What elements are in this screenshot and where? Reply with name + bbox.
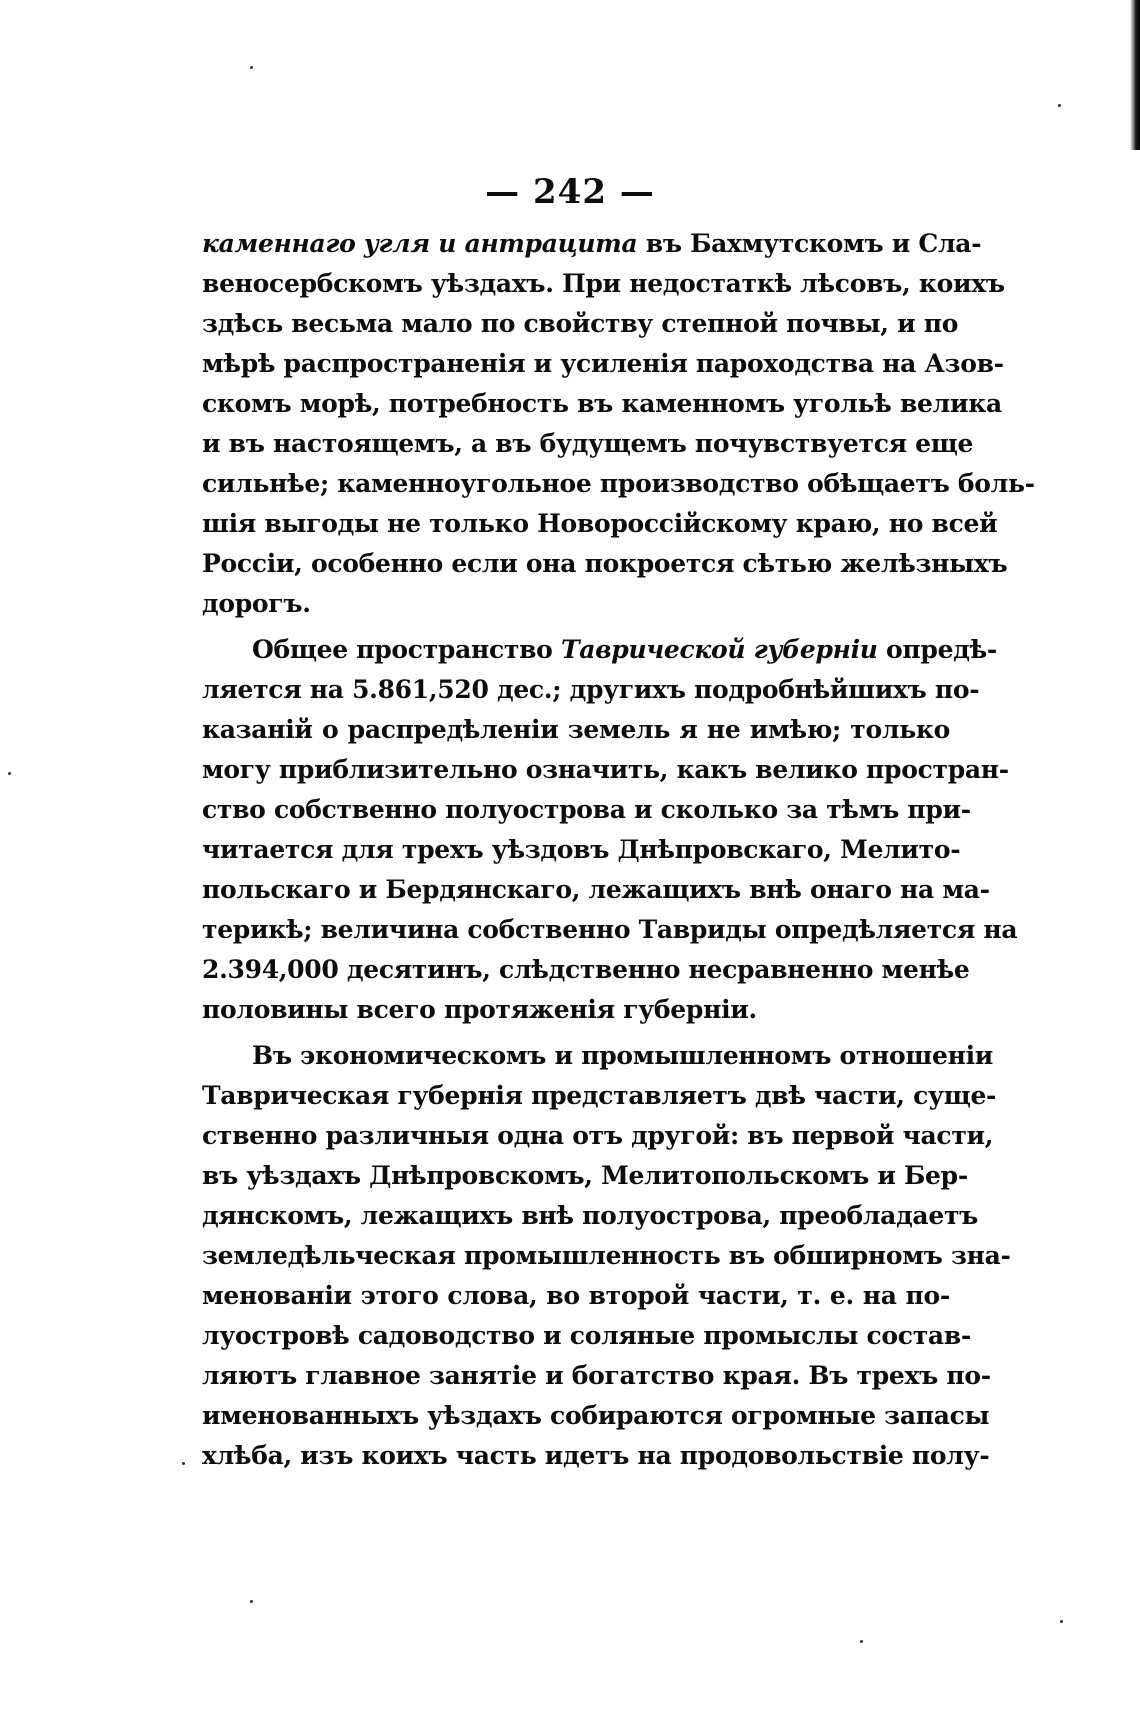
- text-line: [202, 1396, 990, 1436]
- text-segment: и въ настоящемъ, а въ будущемъ почувствуется еще: [202, 429, 974, 458]
- text-line: [202, 504, 998, 544]
- scan-speck: [1058, 104, 1061, 107]
- text-segment: ляется на 5.861,520 дес.; другихъ подробнѣйшихъ по-: [202, 675, 980, 704]
- text-segment: веносербскомъ уѣздахъ. При недостаткѣ лѣсовъ, коихъ: [202, 269, 1005, 298]
- text-segment: сильнѣе; каменноугольное производство обѣщаетъ боль-: [202, 469, 1035, 498]
- text-line: [202, 830, 961, 870]
- text-line: [202, 464, 1035, 504]
- text-segment: Россіи, особенно если она покроется сѣтью желѣзныхъ: [202, 549, 1008, 578]
- text-segment: опредѣ-: [877, 635, 997, 664]
- text-line: [202, 1116, 994, 1156]
- text-segment: читается для трехъ уѣздовъ Днѣпровскаго, Мелито-: [202, 835, 961, 864]
- text-line: [202, 264, 1005, 304]
- text-segment: Въ экономическомъ и промышленномъ отношеніи: [252, 1041, 994, 1070]
- text-segment: казаній о распредѣленіи земель я не имѣю; только: [202, 715, 950, 744]
- page-edge-shadow: [1130, 0, 1140, 150]
- text-segment: терикѣ; величина собственно Тавриды опредѣляется на: [202, 915, 1018, 944]
- text-line: [202, 1196, 979, 1236]
- paragraph: [202, 1036, 1011, 1476]
- paragraph: [202, 630, 1018, 1030]
- text-segment: именованныхъ уѣздахъ собираются огромные запасы: [202, 1401, 990, 1430]
- body-text: [202, 224, 1035, 1476]
- text-line: [202, 1236, 1011, 1276]
- text-line: [202, 544, 1008, 584]
- scan-speck: [250, 66, 253, 69]
- text-segment: ство собственно полуострова и сколько за тѣмъ при-: [202, 795, 971, 824]
- italic-text: каменнаго угля и антрацита: [202, 229, 638, 258]
- text-segment: 2.394,000 десятинъ, слѣдственно несравненно менѣе: [202, 955, 970, 984]
- text-line: [202, 584, 950, 624]
- scan-speck: [8, 772, 11, 775]
- text-segment: хлѣба, изъ коихъ часть идетъ на продовольствіе полу-: [202, 1441, 990, 1470]
- text-segment: въ уѣздахъ Днѣпровскомъ, Мелитопольскомъ и Бер-: [202, 1161, 968, 1190]
- page-number: — 242 —: [485, 172, 655, 212]
- text-segment: мѣрѣ распространенія и усиленія пароходства на Азов-: [202, 349, 1004, 378]
- text-segment: здѣсь весьма мало по свойству степной почвы, и по: [202, 309, 959, 338]
- paragraph: [202, 224, 1035, 624]
- scan-speck: [860, 1640, 863, 1643]
- scan-speck: [182, 1462, 185, 1465]
- text-segment: Таврическая губернія представляетъ двѣ части, суще-: [202, 1081, 997, 1110]
- text-segment: земледѣльческая промышленность въ обширномъ зна-: [202, 1241, 1011, 1270]
- text-line: [202, 304, 959, 344]
- text-segment: ственно различныя одна отъ другой: въ первой части,: [202, 1121, 994, 1150]
- text-segment: луостровѣ садоводство и соляные промыслы состав-: [202, 1321, 971, 1350]
- italic-text: Таврической губерніи: [560, 635, 878, 664]
- text-line: [202, 910, 1018, 950]
- text-line: [202, 1316, 971, 1356]
- text-segment: дянскомъ, лежащихъ внѣ полуострова, преобладаетъ: [202, 1201, 979, 1230]
- text-segment: польскаго и Бердянскаго, лежащихъ внѣ онаго на ма-: [202, 875, 990, 904]
- text-line: [202, 1076, 997, 1116]
- text-line: [202, 384, 1002, 424]
- text-line: [202, 344, 1004, 384]
- text-segment: Общее пространство: [252, 635, 561, 664]
- text-segment: дорогъ.: [202, 589, 311, 618]
- text-segment: половины всего протяженія губерніи.: [202, 995, 757, 1024]
- text-segment: менованіи этого слова, во второй части, т. е. на по-: [202, 1281, 950, 1310]
- text-line: [202, 1276, 950, 1316]
- text-line: [202, 670, 980, 710]
- text-line: [202, 1356, 991, 1396]
- text-segment: могу приблизительно означить, какъ велико простран-: [202, 755, 1009, 784]
- text-line: [202, 950, 970, 990]
- text-line: [202, 224, 982, 264]
- text-segment: скомъ морѣ, потребность въ каменномъ угольѣ велика: [202, 389, 1002, 418]
- text-line: [202, 790, 971, 830]
- text-line: [202, 750, 1009, 790]
- text-line: [202, 990, 950, 1030]
- text-line: [202, 870, 990, 910]
- scan-speck: [250, 1600, 253, 1603]
- text-line: [202, 424, 974, 464]
- text-line: [202, 1436, 990, 1476]
- text-line: [202, 630, 997, 670]
- text-segment: шія выгоды не только Новороссійскому краю, но всей: [202, 509, 998, 538]
- scan-speck: [1060, 1620, 1063, 1623]
- text-line: [202, 1156, 968, 1196]
- text-segment: ляютъ главное занятіе и богатство края. Въ трехъ по-: [202, 1361, 991, 1390]
- text-line: [202, 1036, 994, 1076]
- text-line: [202, 710, 950, 750]
- text-segment: въ Бахмутскомъ и Сла-: [637, 229, 982, 258]
